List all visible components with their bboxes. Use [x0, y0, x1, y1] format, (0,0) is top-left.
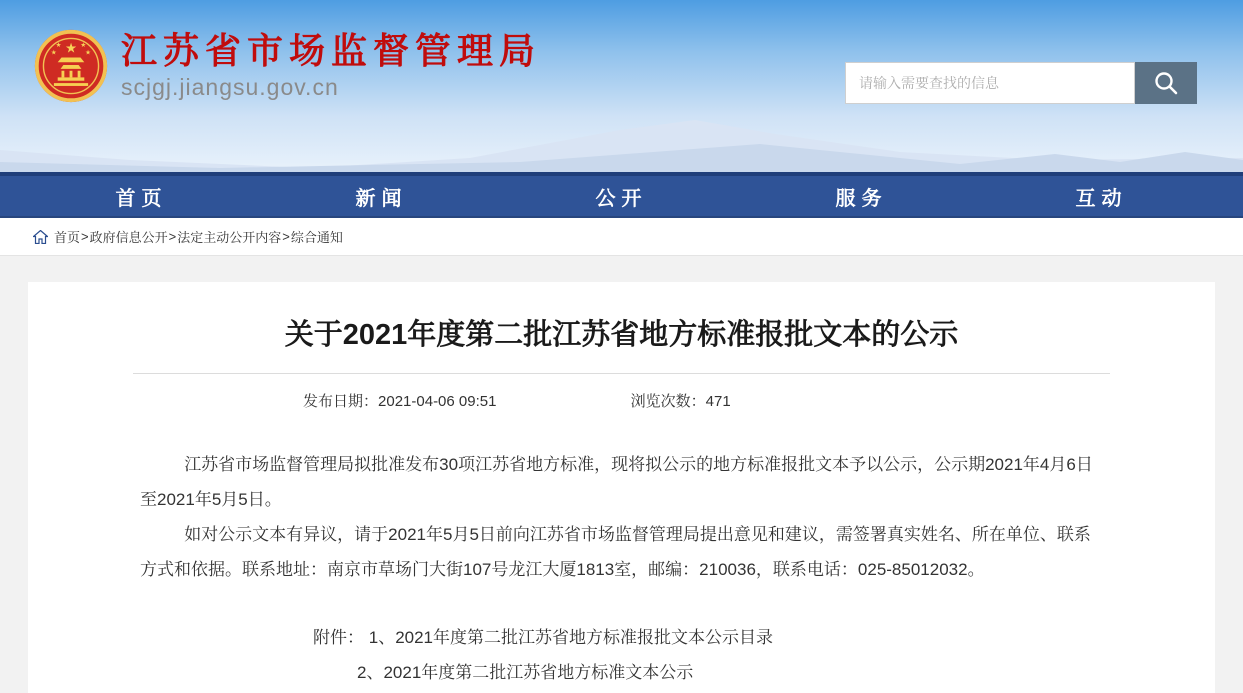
- nav-item-home[interactable]: 首页: [115, 187, 168, 210]
- article-paragraph: 如对公示文本有异议，请于2021年5月5日前向江苏省市场监督管理局提出意见和建议，需签署真实姓名、所在单位、联系方式和依据。联系地址：南京市草场门大街107号龙江大厦1813室，邮编：210036，联系电话：025-85012032。: [140, 524, 1091, 579]
- site-title: 江苏省市场监督管理局: [121, 30, 542, 72]
- site-logo[interactable]: [33, 28, 541, 104]
- title-divider: [133, 373, 1110, 374]
- attachment-link-1[interactable]: 1、2021年度第二批江苏省地方标准报批文本公示目录: [368, 627, 774, 647]
- breadcrumb-item-gov-info[interactable]: 政府信息公开: [89, 230, 168, 245]
- article-meta: [133, 390, 1110, 411]
- search-button[interactable]: [1135, 62, 1197, 104]
- page-main: [0, 256, 1243, 693]
- breadcrumb: [0, 218, 1243, 256]
- views-label: 浏览次数：: [630, 392, 706, 410]
- svg-text:★: ★: [55, 42, 62, 49]
- article-paragraph: 江苏省市场监督管理局拟批准发布30项江苏省地方标准，现将拟公示的地方标准报批文本予以公示，公示期2021年4月6日至2021年5月5日。: [140, 454, 1093, 509]
- svg-text:★: ★: [50, 49, 57, 57]
- breadcrumb-separator: >: [282, 229, 290, 244]
- search-box: [845, 62, 1197, 104]
- attachment-link-2[interactable]: 2、2021年度第二批江苏省地方标准文本公示: [357, 662, 694, 682]
- search-icon: [1153, 70, 1179, 96]
- article-title: 关于2021年度第二批江苏省地方标准报批文本的公示: [284, 319, 959, 351]
- main-nav: [0, 172, 1243, 218]
- breadcrumb-separator: >: [168, 229, 177, 244]
- publish-date-label: 发布日期：: [303, 392, 379, 410]
- svg-text:★: ★: [65, 40, 77, 56]
- mountain-decoration: [0, 110, 1243, 172]
- publish-date-value: 2021-04-06 09:51: [378, 392, 497, 410]
- site-header: [0, 0, 1243, 172]
- breadcrumb-separator: >: [81, 229, 89, 244]
- home-icon: [33, 230, 48, 244]
- breadcrumb-item-statutory[interactable]: 法定主动公开内容: [177, 230, 282, 245]
- breadcrumb-item-home[interactable]: 首页: [54, 230, 81, 245]
- nav-item-news[interactable]: 新闻: [355, 187, 408, 210]
- views-value: 471: [705, 392, 731, 410]
- svg-text:★: ★: [80, 42, 87, 49]
- search-input[interactable]: [845, 62, 1135, 104]
- attachments-label: 附件：: [313, 627, 364, 647]
- nav-item-service[interactable]: 服务: [835, 187, 888, 210]
- article-card: [28, 282, 1215, 693]
- attachments-section: [133, 620, 1110, 690]
- national-emblem-icon: [33, 28, 109, 104]
- site-url: scjgj.jiangsu.gov.cn: [121, 73, 339, 100]
- nav-item-interact[interactable]: 互动: [1075, 187, 1128, 210]
- nav-item-public[interactable]: 公开: [595, 187, 648, 210]
- breadcrumb-item-current: 综合通知: [290, 230, 343, 245]
- article-body: [140, 447, 1103, 587]
- svg-text:★: ★: [85, 49, 92, 57]
